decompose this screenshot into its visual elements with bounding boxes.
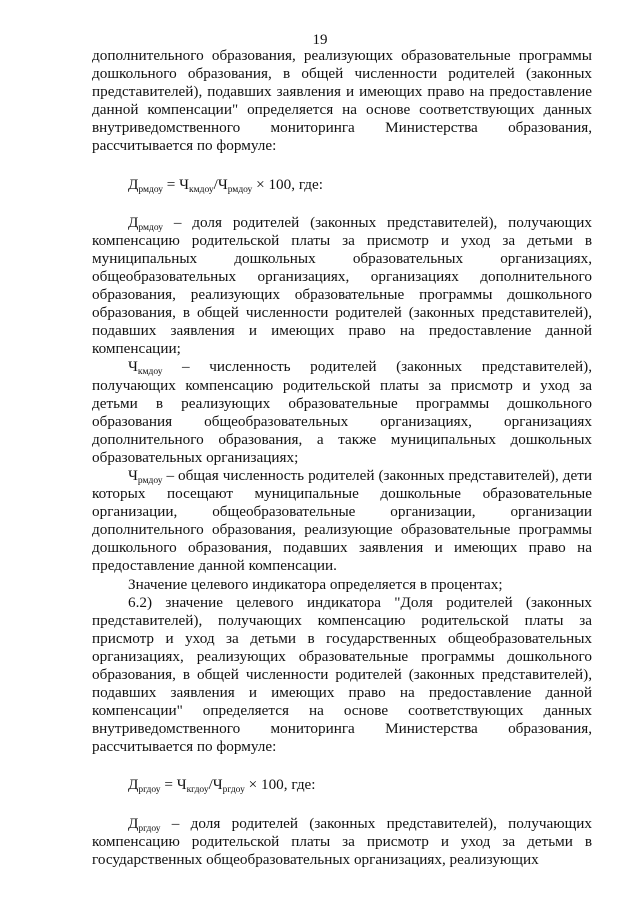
definition-ch-kmdou: $Ч_{кмдоу}$ – численность родителей (законных представителей), получающих компенсацию родительской платы за присмотр и уход за детьми в реализующих образовательные программы дошкольного образования общеобразовательных организациях, организациях дополнительного образования, а также муниципальных дошкольных образовательных организациях;	[92, 358, 592, 466]
paragraph-percent: Значение целевого индикатора определяется в процентах;	[128, 575, 503, 593]
paragraph-6-2: 6.2) значение целевого индикатора "Доля родителей (законных представителей), получающих компенсацию родительской платы за присмотр и уход за детьми в государственных общеобразовательных организациях, реализующих образовательные программы дошкольного образования, в общей численности родителей (законных представителей), подавших заявления и имеющих право на предоставление данной компенсации" определяется на основе соответствующих данных внутриведомственного мониторинга Министерства образования, рассчитывается по формуле:	[92, 593, 592, 756]
page-number: 19	[312, 32, 328, 48]
formula-rgdou: $Д_{ргдоу} = Ч_{кгдоу}/Ч_{ргдоу} \times 100$, где:	[128, 776, 316, 796]
definition-d-rgdou: $Д_{ргдоу}$ – доля родителей (законных представителей), получающих компенсацию родительской платы за присмотр и уход за детьми в государственных общеобразовательных организациях, реализующих	[92, 814, 592, 868]
definition-d-rmdou: $Д_{рмдоу}$ – доля родителей (законных представителей), получающих компенсацию родительской платы за присмотр и уход за детьми в муниципальных дошкольных образовательных организациях, общеобразовательных организациях, организациях дополнительного образования, реализующих образовательные программы дошкольного образования, в общей численности родителей (законных представителей), подавших заявления и имеющих право на предоставление данной компенсации;	[92, 213, 592, 358]
definition-ch-rmdou: $Ч_{рмдоу}$ – общая численность родителей (законных представителей), дети которых посещают муниципальные дошкольные образовательные организации, общеобразовательные организации, организации дополнительного образования, реализующие образовательные программы дошкольного образования, подавших заявления и имеющих право на предоставление данной компенсации.	[92, 466, 592, 575]
formula-rmdou: $Д_{рмдоу} = Ч_{кмдоу}/Ч_{рмдоу} \times 100$, где:	[128, 175, 323, 195]
paragraph-continuation: дополнительного образования, реализующих образовательные программы дошкольного образования, в общей численности родителей (законных представителей), подавших заявления и имеющих право на предоставление данной компенсации" определяется на основе соответствующих данных внутриведомственного мониторинга Министерства образования, рассчитывается по формуле:	[92, 47, 592, 155]
body-top	[92, 47, 592, 869]
